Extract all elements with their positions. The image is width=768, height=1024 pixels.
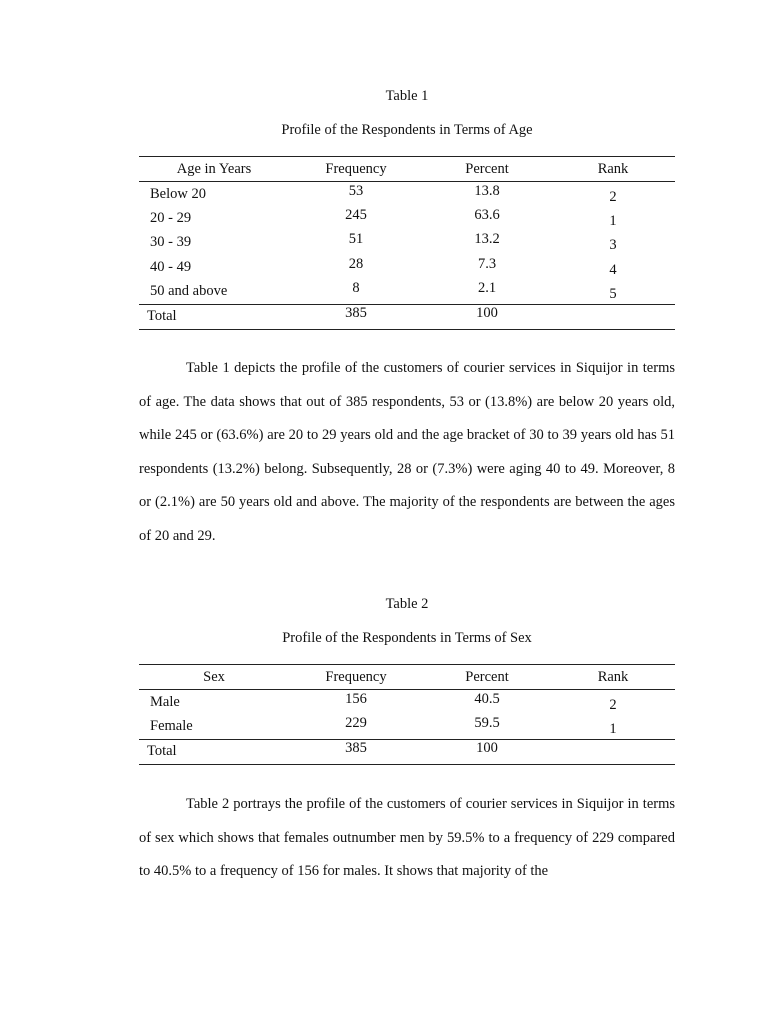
table2-number: Table 2 (385, 596, 429, 612)
table-cell: Total (139, 304, 289, 329)
table-cell: 53 (348, 182, 364, 199)
column-header: Percent (423, 157, 551, 182)
table-cell: 2 (609, 188, 617, 205)
table-cell: 8 (352, 280, 360, 297)
table-cell: Total (139, 739, 289, 764)
column-header: Rank (551, 665, 675, 690)
table-cell (551, 307, 675, 332)
table-cell: 59.5 (474, 715, 500, 732)
table-cell: 20 - 29 (150, 210, 192, 227)
table-cell: 2.1 (477, 280, 497, 297)
table-cell: 13.2 (474, 231, 500, 248)
column-header: Sex (139, 665, 289, 690)
table-cell: 4 (609, 261, 617, 278)
table-cell: 40.5 (474, 690, 500, 707)
table2-title: Profile of the Respondents in Terms of Sex (282, 630, 532, 646)
table-cell: 229 (345, 715, 367, 732)
table-cell: 245 (345, 207, 367, 224)
table1-number: Table 1 (385, 88, 429, 104)
table-cell: 7.3 (477, 255, 497, 272)
table-total-row (139, 304, 675, 329)
column-header: Percent (423, 665, 551, 690)
column-header: Age in Years (139, 157, 289, 182)
table-cell: 50 and above (150, 283, 228, 300)
column-header: Rank (551, 157, 675, 182)
table-cell: Below 20 (150, 185, 206, 202)
table1-age-profile (139, 156, 675, 330)
column-header: Frequency (289, 665, 423, 690)
table-total-row (139, 739, 675, 764)
table-cell: 1 (609, 213, 617, 230)
table-cell: 2 (609, 696, 617, 713)
table1-discussion-paragraph: Table 1 depicts the profile of the customers of courier services in Siquijor in terms of age. The data shows that out of 385 respondents, 53 or (13.8%) are below 20 years old, while 245 or (63.6%) are 20 to 29 years old and the age bracket of 30 to 39 years old has 51 respondents (13.2%) belong. Subsequently, 28 or (7.3%) were aging 40 to 49. Moreover, 8 or (2.1%) are 50 years old and above. The majority of the respondents are between the ages of 20 and 29. (139, 360, 675, 544)
table-cell: 156 (345, 690, 367, 707)
table-cell: 3 (609, 237, 617, 254)
table1-title: Profile of the Respondents in Terms of Age (281, 122, 533, 138)
table2-sex-profile (139, 664, 675, 765)
table-cell: 100 (423, 736, 551, 761)
table-cell: 63.6 (474, 207, 500, 224)
table-cell: Male (150, 693, 180, 710)
table-cell: 13.8 (474, 182, 500, 199)
table-cell: 100 (423, 301, 551, 326)
table-cell: 40 - 49 (150, 258, 192, 275)
table2-discussion-paragraph: Table 2 portrays the profile of the customers of courier services in Siquijor in terms of sex which shows that females outnumber men by 59.5% to a frequency of 229 compared to 40.5% to a frequency of 156 for males. It shows that majority of the (139, 796, 675, 880)
table-cell: 385 (289, 736, 423, 761)
table-cell: 28 (348, 255, 364, 272)
table-cell (551, 742, 675, 767)
table-cell: 51 (348, 231, 364, 248)
table-cell: 5 (609, 286, 617, 303)
table-cell: 30 - 39 (150, 234, 192, 251)
column-header: Frequency (289, 157, 423, 182)
table-cell: 385 (289, 301, 423, 326)
table-cell: Female (150, 718, 193, 735)
table-cell: 1 (609, 721, 617, 738)
